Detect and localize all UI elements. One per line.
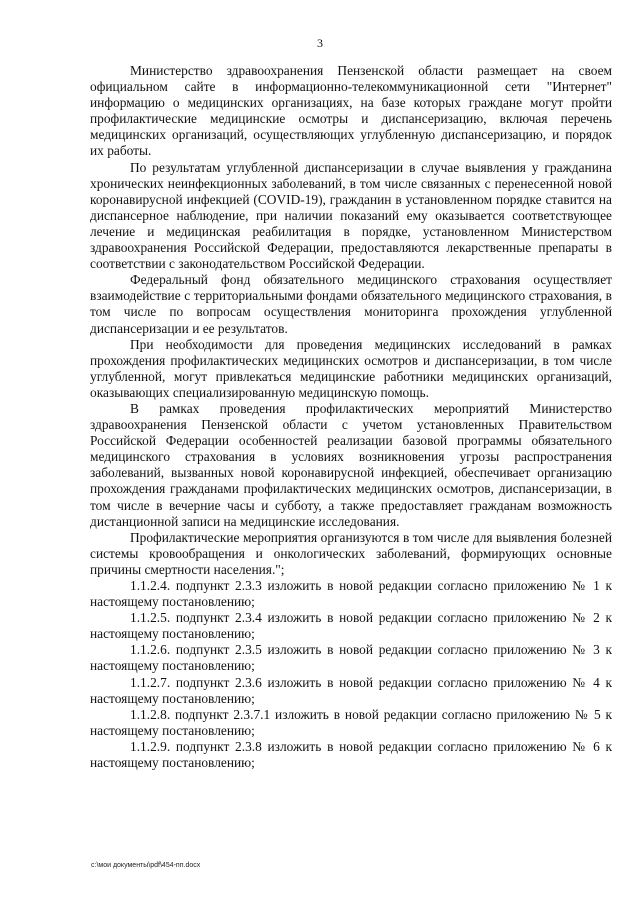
paragraph: Профилактические мероприятия организуются в том числе для выявления болезней системы кровообращения и онкологических заболеваний, формирующих основные причины смертности населения."; [90,529,612,577]
page-number: 3 [317,36,323,50]
document-body [90,63,612,771]
amendment-item: 1.1.2.5. подпункт 2.3.4 изложить в новой редакции согласно приложению № 2 к настоящему постановлению; [90,610,612,642]
paragraph: При необходимости для проведения медицинских исследований в рамках прохождения профилактических медицинских осмотров и диспансеризации, в том числе углубленной, могут привлекаться медицинские работники медицинских организаций, оказывающих специализированную медицинскую помощь. [90,336,612,400]
amendment-item: 1.1.2.4. подпункт 2.3.3 изложить в новой редакции согласно приложению № 1 к настоящему постановлению; [90,578,612,610]
paragraph: Министерство здравоохранения Пензенской области размещает на своем официальном сайте в информационно-телекоммуникационной сети "Интернет" информацию о медицинских организациях, на базе которых граждане могут пройти профилактические медицинские осмотры и диспансеризацию, включая перечень медицинских организаций, осуществляющих углубленную диспансеризацию, и порядок их работы. [90,63,612,159]
amendment-item: 1.1.2.7. подпункт 2.3.6 изложить в новой редакции согласно приложению № 4 к настоящему постановлению; [90,674,612,706]
amendment-item: 1.1.2.9. подпункт 2.3.8 изложить в новой редакции согласно приложению № 6 к настоящему постановлению; [90,738,612,771]
paragraph: По результатам углубленной диспансеризации в случае выявления у гражданина хронических неинфекционных заболеваний, в том числе связанных с перенесенной новой коронавирусной инфекцией (COVID-19), гражданин в установленном порядке ставится на диспансерное наблюдение, при наличии показаний ему оказывается соответствующее лечение и медицинская реабилитация в порядке, установленном Министерством здравоохранения Российской Федерации, предоставляются лекарственные препараты в соответствии с законодательством Российской Федерации. [90,159,612,272]
amendment-item: 1.1.2.6. подпункт 2.3.5 изложить в новой редакции согласно приложению № 3 к настоящему постановлению; [90,642,612,674]
file-path-footer: c:\мои документы\pdf\454-пп.docx [91,862,201,869]
paragraph: Федеральный фонд обязательного медицинского страхования осуществляет взаимодействие с территориальными фондами обязательного медицинского страхования, в том числе по вопросам осуществления мониторинга прохождения углубленной диспансеризации и ее результатов. [90,272,612,336]
amendment-item: 1.1.2.8. подпункт 2.3.7.1 изложить в новой редакции согласно приложению № 5 к настоящему постановлению; [90,706,612,738]
paragraph: В рамках проведения профилактических мероприятий Министерство здравоохранения Пензенской области с учетом установленных Правительством Российской Федерации особенностей реализации базовой программы обязательного медицинского страхования в условиях возникновения угрозы распространения заболеваний, вызванных новой коронавирусной инфекцией, обеспечивает организацию прохождения гражданами профилактических медицинских осмотров, диспансеризации, в том числе в вечерние часы и субботу, а также предоставляет гражданам возможность дистанционной записи на медицинские исследования. [90,400,612,529]
